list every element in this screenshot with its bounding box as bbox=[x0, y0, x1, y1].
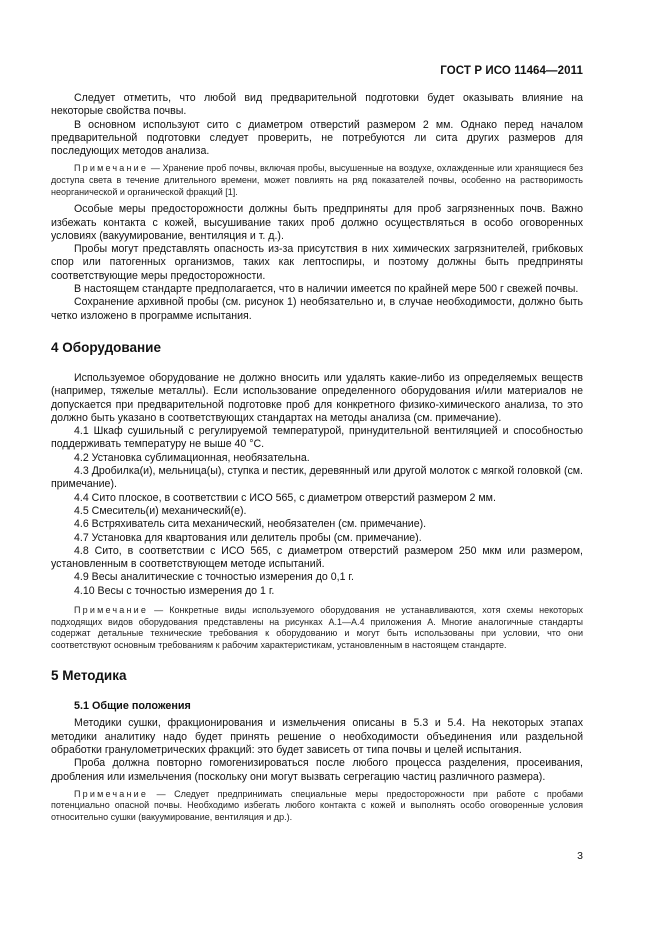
subsection-title: 5.1 Общие положения bbox=[74, 700, 191, 713]
document-header: ГОСТ Р ИСО 11464—2011 bbox=[440, 65, 583, 77]
paragraph: Проба должна повторно гомогенизироваться после любого процесса разделения, просеивания, дробления или измельчения (поскольку они могут вызвать сегрегацию частиц различного размера). bbox=[51, 757, 583, 783]
list-item: 4.5 Смеситель(и) механический(е). bbox=[74, 504, 247, 517]
paragraph: В основном используют сито с диаметром отверстий размером 2 мм. Однако перед началом предварительной подготовки следует проверить, не потребуются ли сита других размеров для последующих методов анализа. bbox=[51, 118, 583, 158]
list-item: 4.1 Шкаф сушильный с регулируемой температурой, принудительной вентиляцией и способностью поддерживать температуру не выше 40 °С. bbox=[51, 425, 583, 451]
paragraph: Следует отметить, что любой вид предварительной подготовки будет оказывать влияние на некоторые свойства почвы. bbox=[51, 92, 583, 118]
page-number: 3 bbox=[577, 850, 583, 862]
list-item: 4.4 Сито плоское, в соответствии с ИСО 565, с диаметром отверстий размером 2 мм. bbox=[74, 491, 496, 504]
paragraph: Пробы могут представлять опасность из-за присутствия в них химических загрязнителей, грибковых спор или патогенных организмов, таких как лептоспиры, и поэтому должны быть предприняты соответствующие меры предосторожности. bbox=[51, 243, 583, 282]
paragraph: Особые меры предосторожности должны быть предприняты для проб загрязненных почв. Важно избежать контакта с кожей, высушивание таких проб должно осуществляться в особо оговоренных условиях (вакуумирование, вентиляция и т. д.). bbox=[51, 203, 583, 242]
list-item: 4.7 Установка для квартования или делитель пробы (см. примечание). bbox=[74, 531, 422, 544]
note bbox=[51, 605, 583, 651]
list-item: 4.8 Сито, в соответствии с ИСО 565, с диаметром отверстий размером 250 мкм или размером, установленным в соответствующем методе испытаний. bbox=[51, 544, 583, 571]
note bbox=[51, 163, 583, 198]
page-content bbox=[51, 92, 583, 824]
section-title-method: 5 Методика bbox=[51, 668, 127, 684]
note bbox=[51, 789, 583, 824]
list-item: 4.6 Встряхиватель сита механический, необязателен (см. примечание). bbox=[74, 518, 427, 531]
list-item: 4.9 Весы аналитические с точностью измерения до 0,1 г. bbox=[74, 571, 354, 584]
note-label: Примечание bbox=[74, 788, 149, 799]
section-title-equipment: 4 Оборудование bbox=[51, 339, 161, 355]
note-label: Примечание bbox=[74, 604, 149, 615]
list-item: 4.2 Установка сублимационная, необязательна. bbox=[74, 451, 310, 464]
list-item: 4.3 Дробилка(и), мельница(ы), ступка и пестик, деревянный или другой молоток с мягкой головкой (см. примечание). bbox=[51, 465, 583, 491]
list-item: 4.10 Весы с точностью измерения до 1 г. bbox=[74, 584, 275, 597]
paragraph: Используемое оборудование не должно вносить или удалять какие-либо из определяемых веществ (например, тяжелые металлы). Если использование определенного оборудования и/или материалов не допускается при предварительной подготовке проб для конкретного физико-химического анализа, то это должно быть указано в соответствующих стандартах на методы анализа (см. примечание). bbox=[51, 371, 583, 424]
note-text: — Следует предпринимать специальные меры предосторожности при работе с пробами потенциально опасной почвы. Необходимо избегать любого контакта с кожей и выполнять особо оговоренные условия относительно сушки (вакуумирование, вентиляция и др.). bbox=[51, 788, 583, 823]
paragraph: В настоящем стандарте предполагается, что в наличии имеется по крайней мере 500 г свежей почвы. bbox=[74, 283, 579, 296]
paragraph: Методики сушки, фракционирования и измельчения описаны в 5.3 и 5.4. На некоторых этапах методики аналитику надо будет принять решение о необходимости объединения или раздельной обработки гранулометрических фракций: это будет зависеть от типа почвы и целей испытания. bbox=[51, 717, 583, 756]
note-text: — Конкретные виды используемого оборудования не устанавливаются, хотя схемы некоторых подходящих видов оборудования представлены на рисунках А.1—А.4 приложения А. Многие аналогичные стандарты содержат детальные технические требования к оборудованию и могут быть использованы при условии, что они соответствуют основным требованиям к рабочим характеристикам, установленным в настоящем стандарте. bbox=[51, 604, 583, 650]
note-text: — Хранение проб почвы, включая пробы, высушенные на воздухе, охлажденные или хранящиеся без доступа света в течение длительного времени, может повлиять на ряд показателей почвы, особенно на растворимость неорганической и органической фракций [1]. bbox=[51, 163, 583, 197]
paragraph: Сохранение архивной пробы (см. рисунок 1) необязательно и, в случае необходимости, должно быть четко изложено в программе испытания. bbox=[51, 296, 583, 322]
note-label: Примечание bbox=[74, 163, 149, 174]
